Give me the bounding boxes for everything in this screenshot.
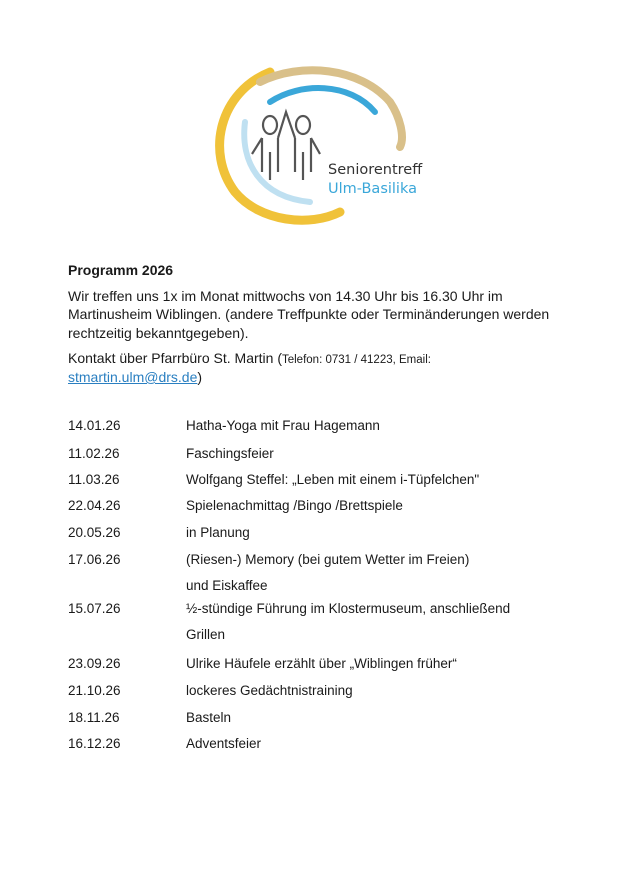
event-description: Adventsfeier [186,736,262,751]
event-date: 11.03.26 [68,472,120,487]
event-date: 23.09.26 [68,656,121,671]
event-description: Faschingsfeier [186,446,274,461]
event-date: 22.04.26 [68,498,121,513]
event-date: 14.01.26 [68,418,121,433]
event-description: Ulrike Häufele erzählt über „Wiblingen früher“ [186,656,457,671]
contact-details: Telefon: 0731 / 41223, Email: [281,354,431,366]
contact-paragraph [68,350,568,386]
event-description: Basteln [186,710,232,725]
event-date: 20.05.26 [68,525,121,540]
logo-text-line1: Seniorentreff [328,162,423,178]
logo-tan-arc [260,70,402,147]
event-date: 21.10.26 [68,683,121,698]
people-icon [252,112,320,180]
contact-prefix: Kontakt über Pfarrbüro St. Martin ( [68,350,282,366]
event-description-cont: und Eiskaffee [186,578,268,593]
event-date: 17.06.26 [68,552,121,567]
email-link[interactable]: stmartin.ulm@drs.de [68,369,198,385]
seniorentreff-logo [200,62,440,230]
event-description: ½-stündige Führung im Klostermuseum, anschließend [186,601,511,616]
event-description: (Riesen-) Memory (bei gutem Wetter im Freien) [186,552,470,567]
event-date: 18.11.26 [68,710,120,725]
event-date: 16.12.26 [68,736,121,751]
event-description: in Planung [186,525,250,540]
event-description: Spielenachmittag /Bingo /Brettspiele [186,498,403,513]
event-description: Hatha-Yoga mit Frau Hagemann [186,418,380,433]
event-description: Wolfgang Steffel: „Leben mit einem i-Tüpfelchen" [186,472,480,487]
page-title: Programm 2026 [68,262,174,278]
event-description: lockeres Gedächtnistraining [186,683,353,698]
contact-suffix: ) [197,369,203,385]
event-date: 11.02.26 [68,446,120,461]
event-date: 15.07.26 [68,601,121,616]
intro-paragraph: Wir treffen uns 1x im Monat mittwochs von 14.30 Uhr bis 16.30 Uhr im Martinusheim Wiblingen. (andere Treffpunkte oder Terminänderungen werden rechtzeitig bekanntgegeben). [68,288,550,341]
logo-blue-arc [270,88,375,112]
event-description-cont: Grillen [186,627,226,642]
logo-text-line2: Ulm-Basilika [328,181,417,197]
